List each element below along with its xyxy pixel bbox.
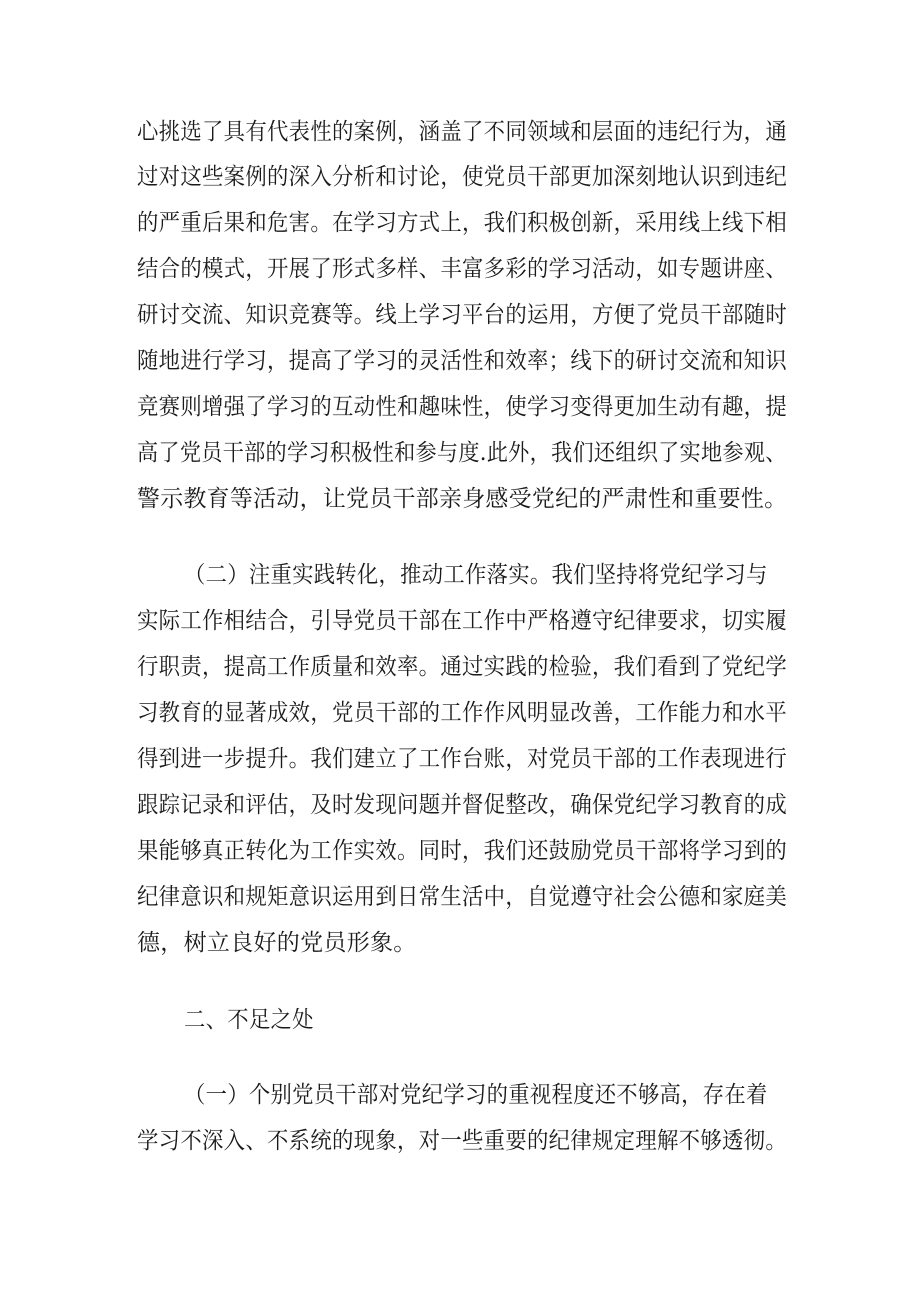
- text-line: 心挑选了具有代表性的案例，涵盖了不同领域和层面的违纪行为，通: [137, 119, 788, 145]
- text-line: 研讨交流、知识竞赛等。线上学习平台的运用，方便了党员干部随时: [137, 302, 788, 328]
- text-line: 学习不深入、不系统的现象，对一些重要的纪律规定理解不够透彻。: [137, 1128, 788, 1154]
- text-line: 结合的模式，开展了形式多样、丰富多彩的学习活动，如专题讲座、: [137, 256, 788, 282]
- text-line: 高了党员干部的学习积极性和参与度.此外，我们还组织了实地参观、: [137, 440, 787, 466]
- text-line: 竞赛则增强了学习的互动性和趣味性，使学习变得更加生动有趣，提: [137, 394, 788, 420]
- text-line: 随地进行学习，提高了学习的灵活性和效率；线下的研讨交流和知识: [137, 348, 788, 374]
- text-line: 德，树立良好的党员形象。: [137, 930, 417, 956]
- text-line: 得到进一步提升。我们建立了工作台账，对党员干部的工作表现进行: [137, 746, 788, 772]
- text-line: 实际工作相结合，引导党员干部在工作中严格遵守纪律要求，切实履: [137, 608, 788, 634]
- text-line: 果能够真正转化为工作实效。同时，我们还鼓励党员干部将学习到的: [137, 838, 788, 864]
- text-line: 跟踪记录和评估，及时发现问题并督促整改，确保党纪学习教育的成: [137, 792, 788, 818]
- text-line: 纪律意识和规矩意识运用到日常生活中，自觉遵守社会公德和家庭美: [137, 884, 788, 910]
- text-line: （一）个别党员干部对党纪学习的重视程度还不够高，存在着: [184, 1082, 768, 1108]
- text-line: 过对这些案例的深入分析和讨论，使党员干部更加深刻地认识到违纪: [137, 164, 788, 190]
- section-heading: 二、不足之处: [184, 1007, 314, 1033]
- text-line: 的严重后果和危害。在学习方式上，我们积极创新，采用线上线下相: [137, 210, 788, 236]
- text-line: 警示教育等活动，让党员干部亲身感受党纪的严肃性和重要性。: [137, 486, 788, 512]
- text-line: 习教育的显著成效，党员干部的工作作风明显改善，工作能力和水平: [137, 700, 788, 726]
- text-line: 行职责，提高工作质量和效率。通过实践的检验，我们看到了党纪学: [137, 654, 788, 680]
- text-line: （二）注重实践转化，推动工作落实。我们坚持将党纪学习与: [184, 562, 768, 588]
